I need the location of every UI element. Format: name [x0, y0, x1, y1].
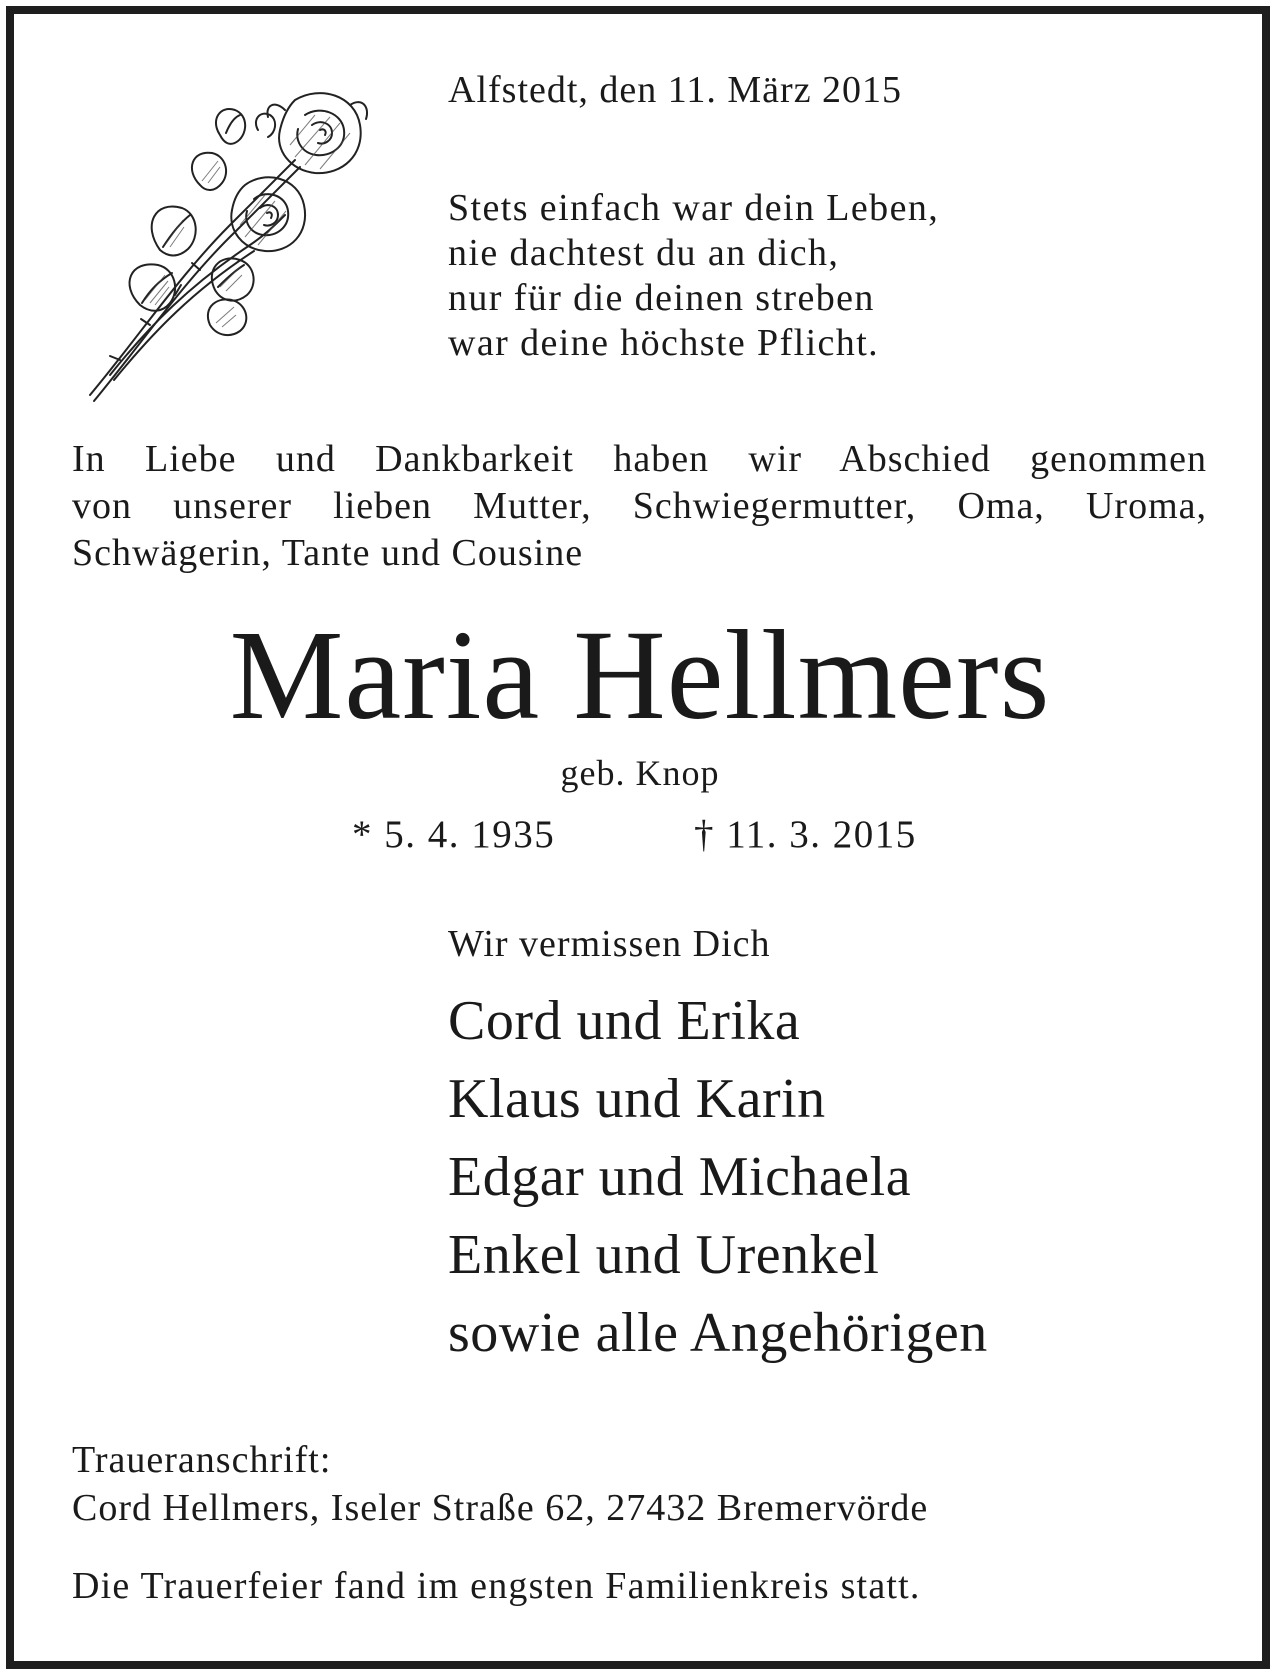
birth-date: * 5. 4. 1935 — [352, 813, 556, 856]
poem-line: nie dachtest du an dich, — [448, 232, 840, 274]
maiden-name: geb. Knop — [560, 753, 720, 793]
intro-line: von unserer lieben Mutter, Schwiegermutter, Oma, Uroma, — [72, 485, 1207, 527]
mourning-address — [72, 1436, 928, 1532]
poem-line: nur für die deinen streben — [448, 277, 875, 319]
poem — [448, 186, 939, 366]
address-text: Cord Hellmers, Iseler Straße 62, 27432 Bremervörde — [72, 1487, 929, 1529]
mourner-entry: sowie alle Angehörigen — [448, 1302, 988, 1364]
place-date: Alfstedt, den 11. März 2015 — [448, 69, 903, 111]
poem-line: war deine höchste Pflicht. — [448, 322, 880, 364]
mourner-entry: Klaus und Karin — [448, 1068, 826, 1130]
mourner-entry: Edgar und Michaela — [448, 1146, 912, 1208]
address-label: Traueranschrift: — [72, 1439, 332, 1481]
intro-text — [72, 436, 1207, 577]
poem-line: Stets einfach war dein Leben, — [448, 187, 940, 229]
deceased-name: Maria Hellmers — [229, 604, 1051, 746]
intro-line: In Liebe und Dankbarkeit haben wir Abschied genommen — [72, 438, 1207, 480]
mourners-list — [448, 982, 988, 1372]
death-date: † 11. 3. 2015 — [694, 813, 917, 856]
intro-line: Schwägerin, Tante und Cousine — [72, 532, 584, 574]
mourner-entry: Cord und Erika — [448, 990, 801, 1052]
roses-illustration — [80, 75, 380, 410]
mourner-entry: Enkel und Urenkel — [448, 1224, 880, 1286]
closing-note: Die Trauerfeier fand im engsten Familienkreis statt. — [72, 1565, 921, 1607]
miss-line: Wir vermissen Dich — [448, 923, 771, 965]
